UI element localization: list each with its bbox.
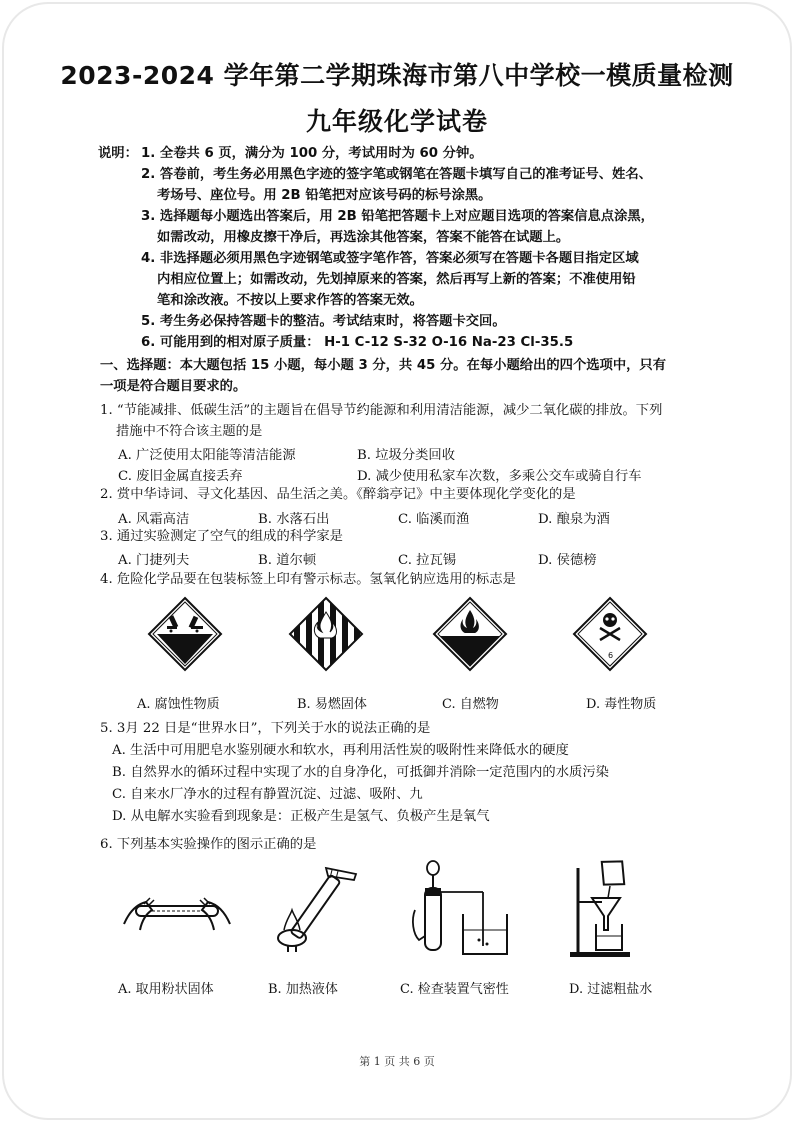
q2-option-a: A. 风霜高洁: [118, 512, 190, 527]
q3-stem: 3. 通过实验测定了空气的组成的科学家是: [100, 529, 343, 544]
instructions-label: 说明：: [98, 146, 138, 161]
q6-stem: 6. 下列基本实验操作的图示正确的是: [100, 837, 317, 852]
q5-option-a: A. 生活中可用肥皂水鉴别硬水和软水，再利用活性炭的吸附性来降低水的硬度: [112, 743, 569, 758]
filtration-illustration: [566, 858, 636, 958]
q2-option-d: D. 酿泉为酒: [538, 512, 610, 527]
instruction-1: 1. 全卷共 6 页，满分为 100 分，考试用时为 60 分钟。: [141, 146, 483, 161]
q6-option-c: C. 检查装置气密性: [400, 982, 509, 997]
exam-title: 2023-2024 学年第二学期珠海市第八中学校一模质量检测: [60, 61, 734, 90]
q6-option-a: A. 取用粉状固体: [118, 982, 214, 997]
q1-option-b: B. 垃圾分类回收: [357, 448, 456, 463]
q4-option-d: D. 毒性物质: [586, 697, 657, 712]
q1-option-c: C. 废旧金属直接丢弃: [118, 469, 243, 484]
q6-option-d: D. 过滤粗盐水: [569, 982, 653, 997]
instruction-4-cont2: 笔和涂改液。不按以上要求作答的答案无效。: [157, 293, 423, 308]
q3-option-d: D. 侯德榜: [538, 553, 597, 568]
q5-option-c: C. 自来水厂净水的过程有静置沉淀、过滤、吸附、九: [112, 787, 423, 802]
q2-option-c: C. 临溪而渔: [398, 512, 470, 527]
instruction-6: 6. 可能用到的相对原子质量： H-1 C-12 S-32 O-16 Na-23 Cl-35.5: [141, 335, 574, 350]
section1-heading-cont: 一项是符合题目要求的。: [100, 379, 247, 394]
instruction-2: 2. 答卷前，考生务必用黑色字迹的签字笔或钢笔在答题卡填写自己的准考证号、姓名、: [141, 167, 652, 182]
q4-option-a: A. 腐蚀性物质: [137, 697, 220, 712]
q5-stem: 5. 3月 22 日是“世界水日”，下列关于水的说法正确的是: [100, 721, 431, 736]
q3-option-b: B. 道尔顿: [258, 553, 317, 568]
powder-transfer-illustration: [122, 884, 232, 944]
q1-option-d: D. 减少使用私家车次数，多乘公交车或骑自行车: [357, 469, 642, 484]
heating-liquid-illustration: [266, 866, 366, 952]
q4-stem: 4. 危险化学品要在包装标签上印有警示标志。氢氧化钠应选用的标志是: [100, 572, 516, 587]
spontaneous-combustion-sign-icon: [432, 596, 508, 672]
q1-option-a: A. 广泛使用太阳能等清洁能源: [118, 448, 296, 463]
q6-option-b: B. 加热液体: [268, 982, 338, 997]
toxic-sign-number: 6: [608, 651, 614, 660]
instruction-4-cont1: 内相应位置上；如需改动，先划掉原来的答案，然后再写上新的答案；不准使用铅: [157, 272, 636, 287]
q5-option-b: B. 自然界水的循环过程中实现了水的自身净化，可抵御并消除一定范围内的水质污染: [112, 765, 609, 780]
instruction-2-cont: 考场号、座位号。用 2B 铅笔把对应该号码的标号涂黑。: [157, 188, 492, 203]
instruction-3-cont: 如需改动，用橡皮擦干净后，再选涂其他答案，答案不能答在试题上。: [157, 230, 570, 245]
corrosive-sign-icon: [147, 596, 223, 672]
instruction-5: 5. 考生务必保持答题卡的整洁。考试结束时，将答题卡交回。: [141, 314, 506, 329]
flammable-solid-sign-icon: [288, 596, 364, 672]
page-footer: 第 1 页 共 6 页: [359, 1055, 435, 1068]
airtightness-check-illustration: [411, 858, 521, 958]
q3-option-c: C. 拉瓦锡: [398, 553, 457, 568]
section1-heading: 一、选择题：本大题包括 15 小题，每小题 3 分，共 45 分。在每小题给出的四个选项中，只有: [100, 358, 667, 373]
q2-option-b: B. 水落石出: [258, 512, 330, 527]
q1-stem: 1. “节能减排、低碳生活”的主题旨在倡导节约能源和利用清洁能源，减少二氧化碳的排放。下列: [100, 403, 663, 418]
toxic-sign-icon: [572, 596, 648, 672]
q5-option-d: D. 从电解水实验看到现象是：正极产生是氢气、负极产生是氧气: [112, 809, 490, 824]
q1-stem-cont: 措施中不符合该主题的是: [116, 424, 263, 439]
q2-stem: 2. 赏中华诗词、寻文化基因、品生活之美。《醉翁亭记》中主要体现化学变化的是: [100, 487, 576, 502]
instruction-3: 3. 选择题每小题选出答案后，用 2B 铅笔把答题卡上对应题目选项的答案信息点涂黑，: [141, 209, 654, 224]
q3-option-a: A. 门捷列夫: [118, 553, 190, 568]
q4-option-c: C. 自燃物: [442, 697, 499, 712]
q4-option-b: B. 易燃固体: [297, 697, 367, 712]
instruction-4: 4. 非选择题必须用黑色字迹钢笔或签字笔作答，答案必须写在答题卡各题目指定区域: [141, 251, 639, 266]
exam-subtitle: 九年级化学试卷: [305, 107, 488, 136]
